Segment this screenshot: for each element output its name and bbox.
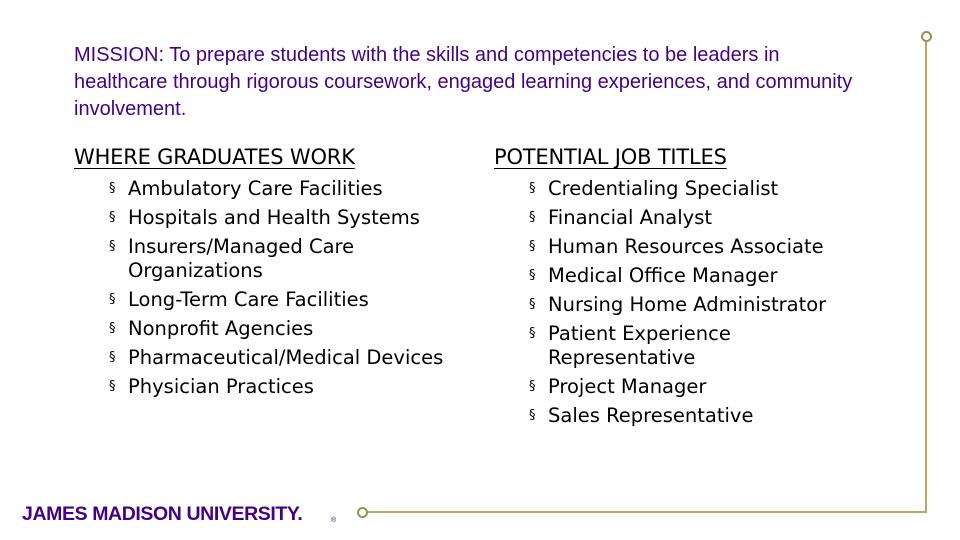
list-item: § Physician Practices — [109, 375, 314, 398]
list-item: § Ambulatory Care Facilities — [109, 177, 383, 200]
bullet-icon: § — [529, 268, 536, 283]
bullet-icon: § — [109, 379, 116, 394]
mission-statement: MISSION: To prepare students with the skills and competencies to be leaders in healthcare through rigorous coursework, engaged learning experiences, and community involvement. — [74, 44, 853, 120]
list-item: § Medical Office Manager — [529, 264, 778, 287]
logo-wordmark: JAMES MADISON UNIVERSITY. — [22, 503, 303, 525]
bullet-icon: § — [109, 210, 116, 225]
potential-job-titles-list — [529, 177, 899, 433]
bullet-icon: § — [529, 210, 536, 225]
list-item: § Sales Representative — [529, 404, 754, 427]
list-item: § Long-Term Care Facilities — [109, 288, 369, 311]
where-graduates-work-list — [109, 177, 479, 404]
bullet-icon: § — [529, 297, 536, 312]
bullet-icon: § — [109, 292, 116, 307]
bullet-icon: § — [529, 326, 536, 341]
where-graduates-work-heading: WHERE GRADUATES WORK — [74, 145, 355, 169]
bullet-icon: § — [529, 181, 536, 196]
frame-vertical-line — [925, 39, 927, 513]
bullet-icon: § — [529, 379, 536, 394]
jmu-logo — [22, 501, 342, 527]
frame-left-knob-icon — [357, 507, 368, 518]
bullet-icon: § — [529, 239, 536, 254]
bullet-icon: § — [109, 350, 116, 365]
list-item: § Nursing Home Administrator — [529, 293, 827, 316]
list-item: § Pharmaceutical/Medical Devices — [109, 346, 444, 369]
frame-top-knob-icon — [921, 31, 932, 42]
list-item: § Human Resources Associate — [529, 235, 824, 258]
bullet-icon: § — [109, 321, 116, 336]
bullet-icon: § — [529, 408, 536, 423]
bullet-icon: § — [109, 239, 116, 254]
registered-mark: ® — [331, 517, 337, 524]
list-item: § Financial Analyst — [529, 206, 712, 229]
potential-job-titles-heading: POTENTIAL JOB TITLES — [494, 145, 727, 169]
list-item: § Credentialing Specialist — [529, 177, 779, 200]
bullet-icon: § — [109, 181, 116, 196]
list-item: § Patient Experience Representative — [529, 322, 731, 369]
list-item: § Hospitals and Health Systems — [109, 206, 420, 229]
list-item: § Insurers/Managed Care Organizations — [109, 235, 355, 282]
frame-horizontal-line — [366, 511, 927, 513]
list-item: § Nonprofit Agencies — [109, 317, 314, 340]
list-item: § Project Manager — [529, 375, 707, 398]
